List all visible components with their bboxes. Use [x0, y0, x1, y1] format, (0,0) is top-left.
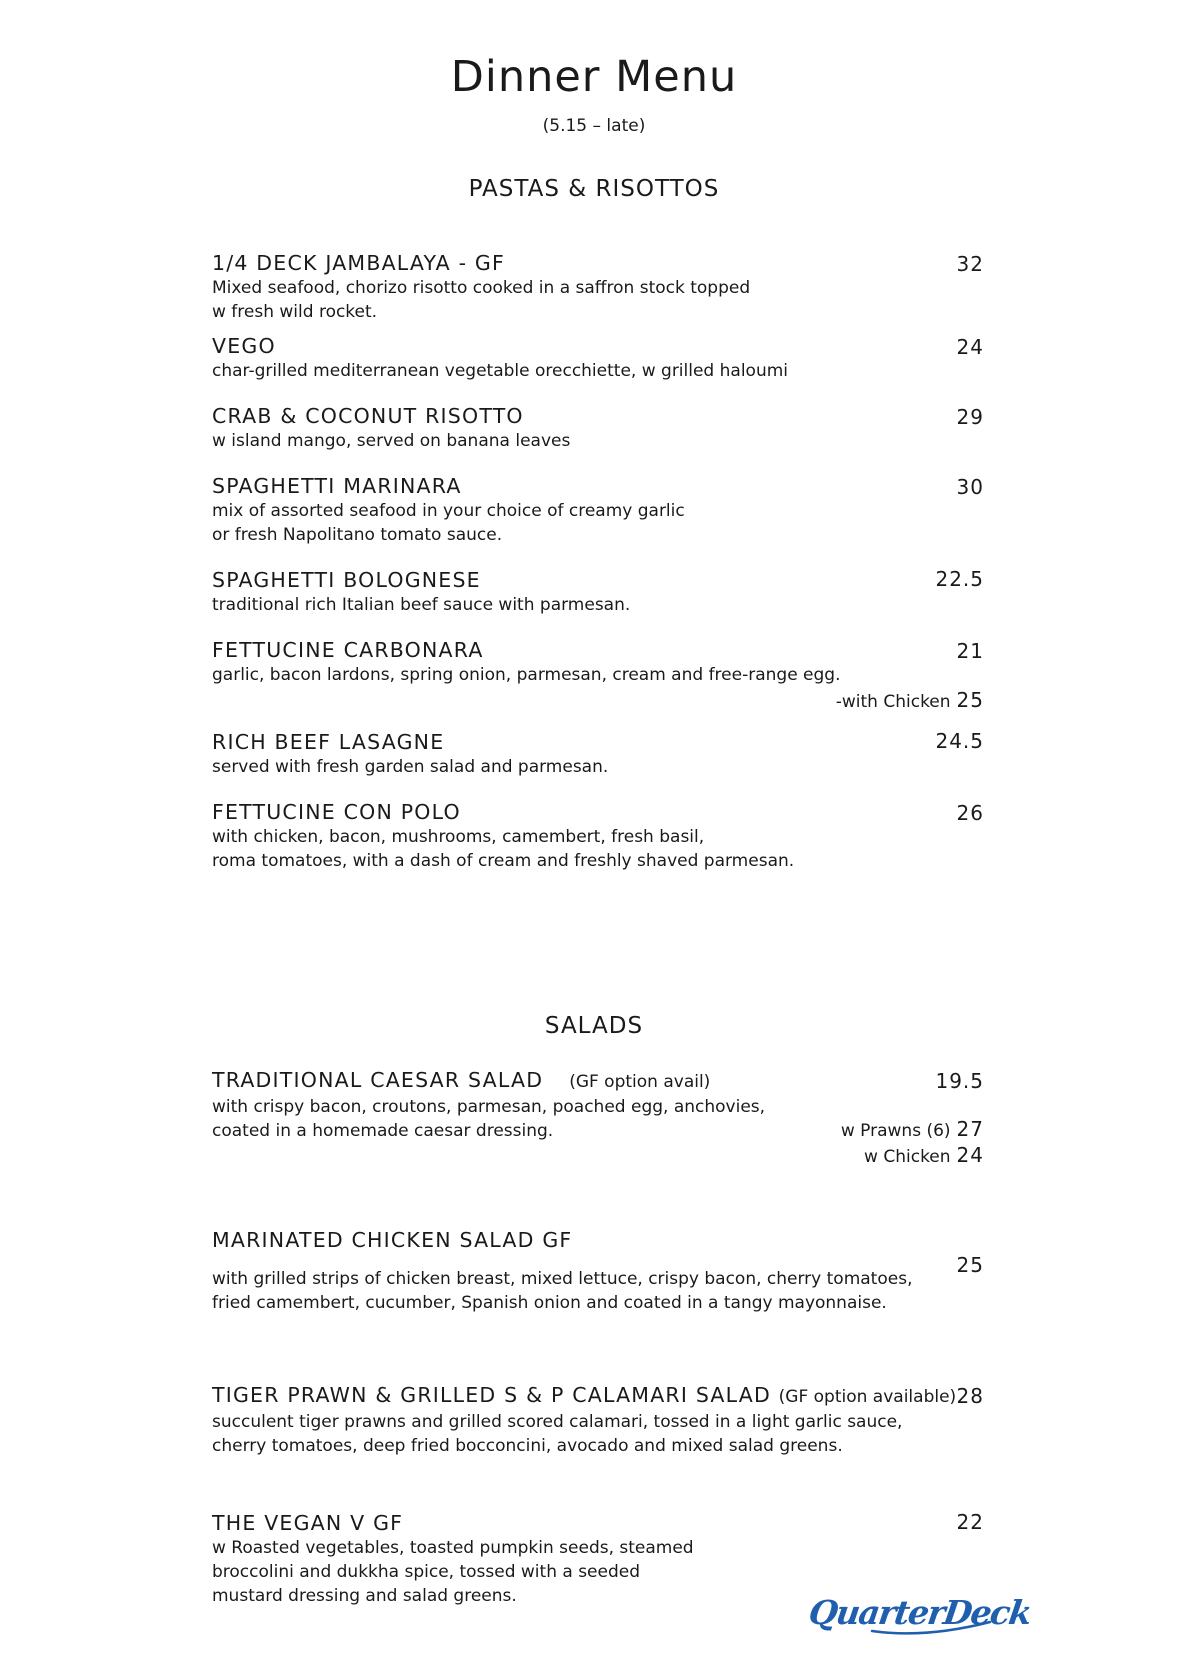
extra-price: 24	[956, 1143, 984, 1167]
extra-price: 27	[956, 1117, 984, 1141]
item-description: w island mango, served on banana leaves	[212, 431, 571, 451]
item-description: with chicken, bacon, mushrooms, camembert, fresh basil,	[212, 827, 705, 847]
item-name: CRAB & COCONUT RISOTTO	[212, 404, 524, 428]
menu-item	[212, 799, 984, 873]
item-name: MARINATED CHICKEN SALAD GF	[212, 1228, 573, 1252]
item-extra-option	[836, 688, 984, 714]
menu-item	[212, 637, 984, 712]
section-heading-salads: SALADS	[544, 1013, 644, 1039]
menu-item	[212, 403, 984, 453]
item-description: roma tomatoes, with a dash of cream and freshly shaved parmesan.	[212, 851, 795, 871]
logo-wordmark: QuarterDeck	[806, 1593, 1034, 1632]
item-price: 22	[956, 1510, 984, 1534]
item-name: THE VEGAN V GF	[212, 1511, 404, 1535]
item-description: w fresh wild rocket.	[212, 302, 378, 322]
item-description: w Roasted vegetables, toasted pumpkin seeds, steamed	[212, 1538, 694, 1558]
item-name: SPAGHETTI BOLOGNESE	[212, 568, 481, 592]
item-price: 28	[956, 1384, 984, 1408]
item-description: cherry tomatoes, deep fried bocconcini, avocado and mixed salad greens.	[212, 1436, 843, 1456]
item-description: fried camembert, cucumber, Spanish onion and coated in a tangy mayonnaise.	[212, 1293, 887, 1313]
item-name: FETTUCINE CARBONARA	[212, 638, 484, 662]
section-heading-pastas: PASTAS & RISOTTOS	[468, 176, 720, 202]
item-price: 30	[956, 475, 984, 499]
item-price: 32	[956, 252, 984, 276]
item-name: 1/4 DECK JAMBALAYA - GF	[212, 251, 505, 275]
item-description: broccolini and dukkha spice, tossed with a seeded	[212, 1562, 641, 1582]
quarterdeck-logo	[806, 1578, 1034, 1640]
item-description: succulent tiger prawns and grilled scored calamari, tossed in a light garlic sauce,	[212, 1412, 903, 1432]
item-price: 19.5	[935, 1069, 984, 1093]
item-price: 24.5	[935, 729, 984, 753]
item-name: VEGO	[212, 334, 276, 358]
item-description: traditional rich Italian beef sauce with parmesan.	[212, 595, 631, 615]
item-price: 24	[956, 335, 984, 359]
item-note: (GF option available)	[778, 1387, 957, 1407]
menu-item	[212, 250, 984, 324]
item-price: 29	[956, 405, 984, 429]
item-description: with crispy bacon, croutons, parmesan, poached egg, anchovies,	[212, 1097, 766, 1117]
item-name: RICH BEEF LASAGNE	[212, 730, 445, 754]
menu-item	[212, 473, 984, 547]
item-extra-option	[841, 1117, 984, 1143]
item-name: SPAGHETTI MARINARA	[212, 474, 462, 498]
item-price: 26	[956, 801, 984, 825]
item-name: FETTUCINE CON POLO	[212, 800, 461, 824]
item-extra-options	[841, 1117, 984, 1169]
item-description: char-grilled mediterranean vegetable orecchiette, w grilled haloumi	[212, 361, 788, 381]
item-description: with grilled strips of chicken breast, mixed lettuce, crispy bacon, cherry tomatoes,	[212, 1269, 913, 1289]
item-price: 22.5	[935, 567, 984, 591]
item-name	[212, 1067, 984, 1095]
item-description: coated in a homemade caesar dressing.	[212, 1121, 554, 1141]
extra-label: -with Chicken	[835, 692, 951, 712]
item-price: 21	[956, 639, 984, 663]
menu-item	[212, 333, 984, 383]
menu-title: Dinner Menu	[450, 52, 738, 102]
menu-item	[212, 729, 984, 779]
item-description: served with fresh garden salad and parmesan.	[212, 757, 609, 777]
menu-item	[212, 1067, 984, 1167]
item-name-text: TRADITIONAL CAESAR SALAD	[212, 1068, 544, 1092]
item-description: garlic, bacon lardons, spring onion, parmesan, cream and free-range egg.	[212, 665, 841, 685]
item-description: mix of assorted seafood in your choice of creamy garlic	[212, 501, 685, 521]
item-price: 25	[956, 1253, 984, 1277]
item-description: mustard dressing and salad greens.	[212, 1586, 517, 1606]
item-name	[212, 1382, 984, 1410]
menu-hours: (5.15 – late)	[542, 116, 646, 136]
item-note: (GF option avail)	[569, 1072, 711, 1092]
extra-label: w Prawns (6)	[840, 1121, 951, 1141]
item-description: Mixed seafood, chorizo risotto cooked in a saffron stock topped	[212, 278, 751, 298]
extra-label: w Chicken	[864, 1147, 951, 1167]
item-description: or fresh Napolitano tomato sauce.	[212, 525, 503, 545]
menu-item	[212, 1382, 984, 1458]
menu-item	[212, 567, 984, 617]
menu-item	[212, 1227, 984, 1315]
item-name-text: TIGER PRAWN & GRILLED S & P CALAMARI SALAD	[212, 1383, 771, 1407]
extra-price: 25	[956, 688, 984, 712]
item-extra-option	[841, 1143, 984, 1169]
